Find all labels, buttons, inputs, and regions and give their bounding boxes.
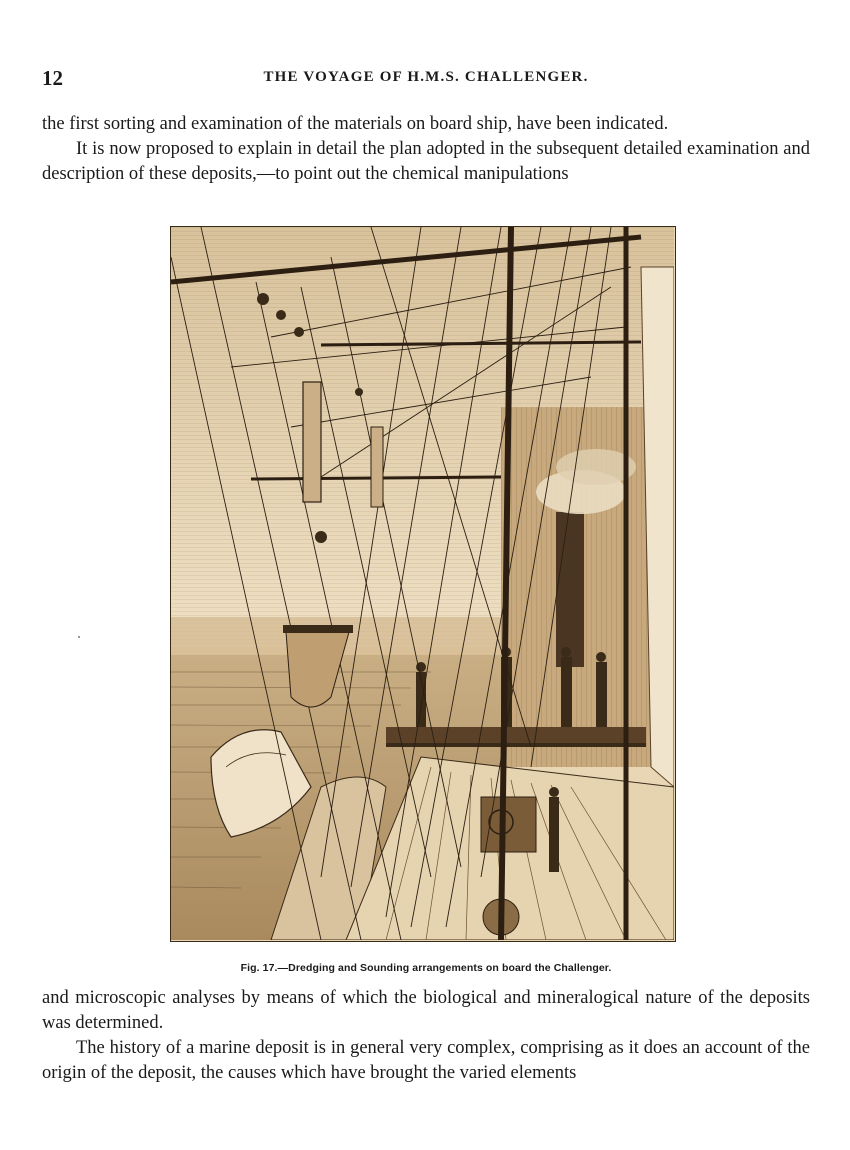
paragraph-plan: It is now proposed to explain in detail the plan adopted in the subsequent detailed examination and description of these deposits,—to point out the chemical manipulations bbox=[42, 139, 810, 184]
text-block-bottom bbox=[42, 986, 810, 1086]
paragraph-history: The history of a marine deposit is in general very complex, comprising as it does an account of the origin of the deposit, the causes which have brought the varied elements bbox=[42, 1038, 810, 1083]
page-header bbox=[42, 66, 810, 94]
text-block-top bbox=[42, 112, 810, 187]
funnel bbox=[556, 512, 584, 667]
running-title: THE VOYAGE OF H.M.S. CHALLENGER. bbox=[263, 69, 589, 85]
paper-speck bbox=[78, 636, 80, 638]
sounding-platform bbox=[386, 727, 646, 743]
engraving-figure bbox=[170, 226, 676, 942]
ship-deck-engraving bbox=[171, 227, 674, 940]
page-number: 12 bbox=[42, 66, 63, 90]
sounding-cylinder bbox=[303, 382, 321, 502]
paragraph-analyses: and microscopic analyses by means of which the biological and mineralogical nature of the deposits was determined. bbox=[42, 988, 810, 1033]
paragraph-continuation: the first sorting and examination of the materials on board ship, have been indicated. bbox=[42, 114, 669, 134]
sounding-cylinder-small bbox=[371, 427, 383, 507]
figure-caption: Fig. 17.—Dredging and Sounding arrangements on board the Challenger. bbox=[240, 962, 612, 974]
